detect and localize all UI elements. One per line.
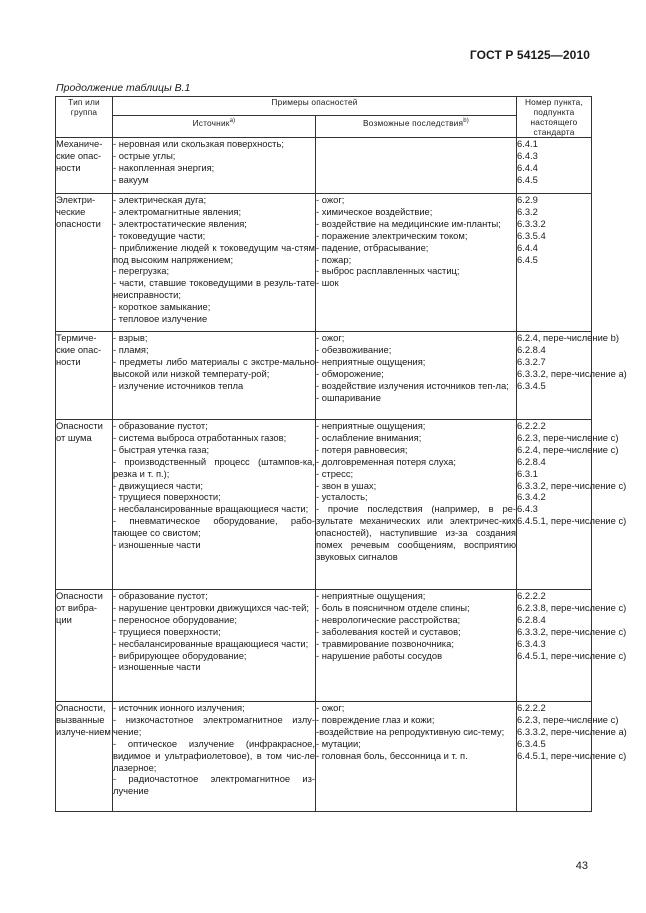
clause-number-item: 6.2.2.2	[517, 702, 546, 713]
hazard-source-item: - вибрирующее оборудование;	[113, 649, 247, 661]
hazard-source-item: - быстрая утечка газа;	[113, 443, 210, 455]
hazard-source-cell	[113, 332, 316, 420]
hazard-source-item: - радиочастотное электромагнитное из-лучение	[113, 773, 315, 797]
clause-number-item: 6.3.3.2, пере-числение а)	[517, 367, 627, 379]
clause-number-item: 6.3.4.2	[517, 491, 546, 503]
hazard-source-item: - приближение людей к токоведущим ча-стям под высоким напряжением;	[113, 241, 315, 265]
hazard-source-cell	[113, 590, 316, 702]
clause-number-item: 6.4.5	[517, 173, 538, 185]
hazard-source-item: - изношенные части	[113, 661, 201, 673]
clause-number-item: 6.3.4.5	[517, 379, 546, 391]
clause-number-item: 6.2.9	[517, 194, 538, 205]
hazard-source-item: - части, ставшие токоведущими в резуль-тате неисправности;	[113, 277, 315, 301]
hazard-source-item: - тепловое излучение	[113, 313, 208, 325]
clause-number-item: 6.2.8.4	[517, 455, 546, 467]
hazard-source-item: - образование пустот;	[113, 420, 208, 431]
hazard-consequence-item: - выброс расплавленных частиц;	[316, 265, 460, 277]
hazard-consequence-item: - ошпаривание	[316, 391, 381, 403]
page-number: 43	[575, 860, 588, 872]
clause-number-item: 6.2.3.8, пере-числение с)	[517, 601, 627, 613]
hazard-group-cell: Термиче-ские опас-ности	[56, 332, 113, 420]
col-header-source	[113, 115, 316, 137]
clause-number-cell	[517, 332, 627, 420]
hazard-consequence-item: - прочие последствия (например, в ре-зультате механических или электричес-ких опасностей), наступившие из-за создания помех речевым сообщениям, восприятию звуковых сигналов	[316, 503, 516, 562]
clause-number-item: 6.4.4	[517, 161, 538, 173]
hazard-consequence-item: - ожог;	[316, 332, 345, 343]
clause-number-item: 6.2.8.4	[517, 613, 546, 625]
hazard-consequence-item: - воздействие на медицинские им-планты;	[316, 217, 501, 229]
clause-number-item: 6.4.4	[517, 241, 538, 253]
clause-number-item: 6.4.1	[517, 138, 538, 149]
clause-number-item: 6.3.3.2, пере-числение с)	[517, 625, 627, 637]
hazard-consequence-cell	[316, 420, 517, 590]
hazard-consequence-item: - неприятные ощущения;	[316, 420, 426, 431]
hazard-source-item: - короткое замыкание;	[113, 301, 211, 313]
table-row	[56, 138, 592, 194]
hazard-source-cell	[113, 420, 316, 590]
clause-number-item: 6.4.5.1, пере-числение с)	[517, 749, 627, 761]
clause-number-item: 6.4.5.1, пере-числение с)	[517, 649, 627, 661]
hazard-source-item: - несбалансированные вращающиеся части;	[113, 637, 309, 649]
hazard-source-item: - трущиеся поверхности;	[113, 491, 221, 503]
clause-number-item: 6.2.2.2	[517, 590, 546, 601]
hazard-source-cell	[113, 138, 316, 194]
hazard-consequence-item: -воздействие на репродуктивную сис-тему;	[316, 725, 505, 737]
hazard-consequence-item: - обморожение;	[316, 367, 384, 379]
hazard-consequence-item: - ожог;	[316, 194, 345, 205]
standard-designation: ГОСТ Р 54125—2010	[469, 48, 590, 62]
clause-number-cell	[517, 420, 627, 590]
hazard-source-item: - излучение источников тепла	[113, 379, 244, 391]
hazard-source-item: - переносное оборудование;	[113, 613, 238, 625]
hazard-source-item: - несбалансированные вращающиеся части;	[113, 503, 309, 515]
hazard-consequence-item: - травмирование позвоночника;	[316, 637, 454, 649]
hazard-group-cell: Опасности от вибра-ции	[56, 590, 113, 702]
hazard-source-cell	[113, 702, 316, 812]
hazard-source-item: - неровная или скользкая поверхность;	[113, 138, 284, 149]
hazard-consequence-item: - пожар;	[316, 253, 352, 265]
clause-number-item: 6.4.3	[517, 149, 538, 161]
hazard-consequence-item: - потеря равновесия;	[316, 443, 408, 455]
hazard-consequence-cell	[316, 332, 517, 420]
hazard-consequence-cell	[316, 138, 517, 194]
col-header-consequence-label: Возможные последствия	[363, 117, 464, 128]
hazard-source-item: - производственный процесс (штампов-ка, резка и т. п.);	[113, 455, 315, 479]
table-row	[56, 420, 592, 590]
clause-number-item: 6.4.5.1, пере-числение с)	[517, 515, 627, 527]
table-body	[56, 138, 627, 812]
clause-number-item: 6.3.4.5	[517, 737, 546, 749]
hazard-source-item: - движущиеся части;	[113, 479, 203, 491]
hazard-consequence-item: - заболевания костей и суставов;	[316, 625, 461, 637]
col-header-examples: Примеры опасностей	[113, 97, 517, 116]
hazard-consequence-item: - химическое воздействие;	[316, 205, 433, 217]
hazard-group-cell: Опасности, вызванные излуче-нием	[56, 702, 113, 812]
clause-number-item: 6.3.2.7	[517, 355, 546, 367]
hazard-consequence-item: - неврологические расстройства;	[316, 613, 461, 625]
hazard-group-cell: Опасности от шума	[56, 420, 113, 590]
hazard-consequence-item: - обезвоживание;	[316, 343, 392, 355]
hazard-source-item: - перегрузка;	[113, 265, 170, 277]
hazard-consequence-item: - поражение электрическим током;	[316, 229, 468, 241]
table-row	[56, 590, 592, 702]
hazard-group-cell: Электри-ческие опасности	[56, 194, 113, 332]
hazard-consequence-item: - головная боль, бессонница и т. п.	[316, 749, 468, 761]
hazard-consequence-item: - мутации;	[316, 737, 361, 749]
hazard-source-item: - острые углы;	[113, 149, 176, 161]
hazard-source-item: - оптическое излучение (инфракрасное, видимое и ультрафиолетовое), в том чис-ле лазерное;	[113, 737, 315, 773]
table-header-row-1	[56, 97, 592, 116]
table-row	[56, 702, 592, 812]
hazard-source-item: - система выброса отработанных газов;	[113, 431, 287, 443]
clause-number-item: 6.3.1	[517, 467, 538, 479]
hazard-group-cell: Механиче-ские опас-ности	[56, 138, 113, 194]
hazard-consequence-cell	[316, 702, 517, 812]
hazard-source-item: - электростатические явления;	[113, 217, 247, 229]
source-footnote-mark: a)	[229, 117, 236, 124]
hazards-table	[55, 96, 627, 812]
clause-number-item: 6.3.3.2, пере-числение а)	[517, 725, 627, 737]
hazard-consequence-item: - нарушение работы сосудов	[316, 649, 443, 661]
clause-number-item: 6.2.3, пере-числение с)	[517, 713, 619, 725]
table-continuation-caption: Продолжение таблицы В.1	[56, 82, 191, 94]
hazard-source-item: - пламя;	[113, 343, 149, 355]
table-header-row-2	[56, 115, 592, 137]
table-row	[56, 332, 592, 420]
col-header-consequence	[316, 115, 517, 137]
clause-number-cell	[517, 194, 592, 332]
clause-number-item: 6.2.8.4	[517, 343, 546, 355]
hazard-source-item: - низкочастотное электромагнитное излу-чение;	[113, 713, 315, 737]
hazard-consequence-item: - усталость;	[316, 491, 368, 503]
hazard-source-item: - образование пустот;	[113, 590, 208, 601]
clause-number-cell	[517, 590, 627, 702]
hazard-consequence-item: - повреждение глаз и кожи;	[316, 713, 435, 725]
col-header-source-label: Источник	[192, 117, 230, 128]
hazard-consequence-item: - ослабление внимания;	[316, 431, 422, 443]
clause-number-item: 6.3.2	[517, 205, 538, 217]
hazard-source-item: - предметы либо материалы с экстре-мально высокой или низкой температу-рой;	[113, 355, 315, 379]
table-row	[56, 194, 592, 332]
clause-number-item: 6.3.3.2	[517, 217, 546, 229]
col-header-number: Номер пункта, подпункта настоящего стандарта	[517, 97, 592, 138]
hazard-consequence-item: - воздействие излучения источников теп-ла;	[316, 379, 509, 391]
hazard-consequence-item: - звон в ушах;	[316, 479, 377, 491]
hazard-source-item: - электрическая дуга;	[113, 194, 207, 205]
hazard-consequence-item: - неприятные ощущения;	[316, 590, 426, 601]
hazard-consequence-item: - неприятные ощущения;	[316, 355, 426, 367]
hazard-source-item: - нарушение центровки движущихся час-тей;	[113, 601, 309, 613]
clause-number-item: 6.3.4.3	[517, 637, 546, 649]
clause-number-item: 6.2.4, пере-числение b)	[517, 332, 619, 343]
hazard-consequence-cell	[316, 590, 517, 702]
clause-number-item: 6.2.2.2	[517, 420, 546, 431]
hazard-source-item: - изношенные части	[113, 539, 201, 551]
hazard-source-item: - пневматическое оборудование, рабо-тающее со свистом;	[113, 515, 315, 539]
hazard-source-item: - токоведущие части;	[113, 229, 206, 241]
hazard-source-item: - взрыв;	[113, 332, 148, 343]
hazard-consequence-item: - ожог;	[316, 702, 345, 713]
hazard-consequence-cell	[316, 194, 517, 332]
hazard-source-cell	[113, 194, 316, 332]
hazard-consequence-item: - боль в поясничном отделе спины;	[316, 601, 470, 613]
clause-number-item: 6.4.5	[517, 253, 538, 265]
consequence-footnote-mark: b)	[463, 117, 469, 124]
clause-number-item: 6.4.3	[517, 503, 538, 515]
clause-number-item: 6.3.3.2, пере-числение с)	[517, 479, 627, 491]
clause-number-cell	[517, 702, 627, 812]
hazard-source-item: - трущиеся поверхности;	[113, 625, 221, 637]
hazard-source-item: - электромагнитные явления;	[113, 205, 242, 217]
col-header-type: Тип или группа	[56, 97, 113, 138]
hazard-source-item: - источник ионного излучения;	[113, 702, 245, 713]
hazard-consequence-item: - стресс;	[316, 467, 354, 479]
clause-number-item: 6.2.4, пере-числение с)	[517, 443, 619, 455]
clause-number-cell	[517, 138, 592, 194]
hazard-consequence-item: - долговременная потеря слуха;	[316, 455, 456, 467]
hazard-source-item: - накопленная энергия;	[113, 161, 215, 173]
hazard-source-item: - вакуум	[113, 173, 149, 185]
clause-number-item: 6.3.5.4	[517, 229, 546, 241]
clause-number-item: 6.2.3, пере-числение с)	[517, 431, 619, 443]
hazard-consequence-item: - падение, отбрасывание;	[316, 241, 429, 253]
hazard-consequence-item: - шок	[316, 277, 339, 289]
